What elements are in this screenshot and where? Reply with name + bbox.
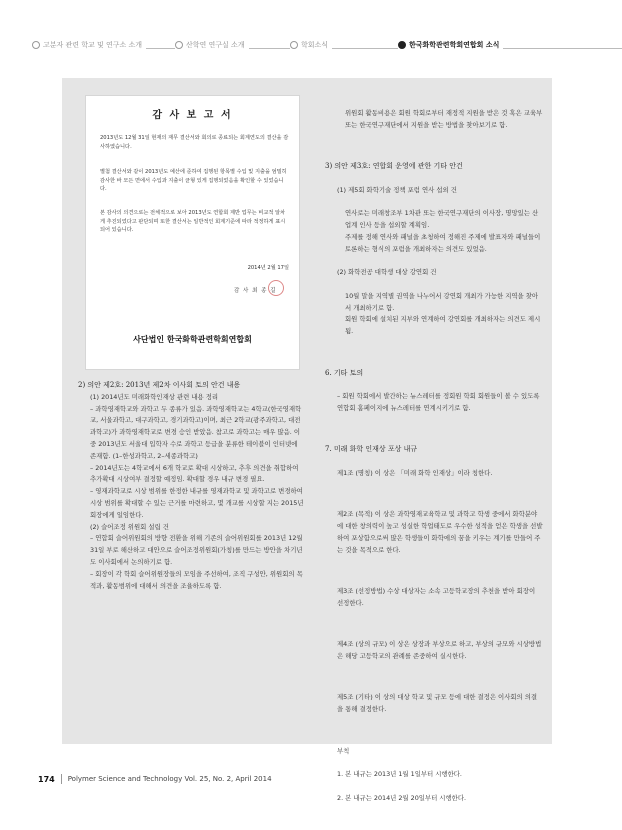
audit-report-title: 감 사 보 고 서 bbox=[152, 110, 233, 121]
auditor-signature: 감 사 최 종 길 bbox=[234, 288, 277, 294]
federation-name: 사단법인 한국화학관련학회연합회 bbox=[133, 335, 252, 344]
seal-stamp-icon bbox=[268, 280, 284, 296]
footer-divider bbox=[61, 774, 62, 784]
agenda-subheading: (2) 슬어조정 위원회 설립 건 bbox=[90, 522, 169, 531]
rule-article: 제1조 (명칭) 이 상은 「미래 화학 인재상」이라 칭한다. bbox=[337, 468, 493, 477]
appendix-item: 1. 본 내규는 2013년 1월 1일부터 시행한다. bbox=[337, 770, 462, 779]
section-nav bbox=[0, 40, 622, 58]
nav-item-label: 고분자 관련 학교 및 연구소 소개 bbox=[43, 41, 143, 49]
rule-article: 제5조 (기타) 이 상의 대상 학교 및 규모 등에 대한 결정은 이사회의 의결을 통해 결정한다. bbox=[337, 693, 538, 714]
rule-article: 제3조 (선정방법) 수상 대상자는 소속 고등학교장의 추천을 받아 회장이 선정한다. bbox=[337, 587, 536, 607]
audit-report-card bbox=[85, 95, 300, 370]
agenda-heading: 3) 의안 제3호: 연합회 운영에 관한 기타 안건 bbox=[325, 161, 463, 170]
nav-item-labs[interactable] bbox=[175, 40, 249, 50]
agenda-bullet: – 2014년도는 4학교에서 6개 학교로 확대 시상하고, 추후 의견을 취합하여 추가확대 시상여부 결정할 예정임. 확대할 경우 내규 변경 필요. bbox=[90, 463, 299, 484]
agenda-bullet: – 과학영재학교와 과학고 두 종류가 있음. 과학영재학교는 4학교(한국영재학교, 서울과학고, 대구과학고, 경기과학고)이며, 최근 2학교(광주과학고, 대전과학고)가 과학영재학교로 변경 승인 받았음. 참고로 과학고는 매우 많음. 이중 2013년도 서울대 입학자 수로 과학고 등급을 분류한 테이블이 인터넷에 존재함. (1–한성과학고, 2–세종과학고) bbox=[90, 404, 302, 460]
nav-item-label: 산학연 연구실 소개 bbox=[186, 41, 245, 49]
section-heading: 7. 미래 화학 인재상 포상 내규 bbox=[325, 445, 418, 454]
rule-article: 제4조 (상의 규모) 이 상은 상장과 부상으로 하고, 부상의 규모와 시상방법은 해당 고등학교의 관례를 존중하여 실시한다. bbox=[337, 640, 542, 661]
section-heading: 6. 기타 토의 bbox=[325, 368, 364, 377]
appendix-item: 2. 본 내규는 2014년 2월 20일부터 시행한다. bbox=[337, 793, 467, 802]
agenda-bullet: – 영재과학교로 시상 범위를 한정한 내규를 영재과학교 및 과학고로 변경하여 시상 범위를 확대할 수 있는 근거를 마련하고, 몇 개교를 시상할 지는 2015년 회장에게 일임한다. bbox=[90, 487, 304, 519]
nav-item-federation-news[interactable] bbox=[398, 40, 503, 50]
rule-article: 제2조 (목적) 이 상은 과학영재교육학교 및 과학고 학생 중에서 화학분야에 대한 창의력이 높고 성실한 학업태도로 우수한 성적을 얻은 학생을 선발하여 포상함으로써 많은 학생들이 화학에의 꿈을 키우는 계기를 만들어 주는 것을 목적으로 한다. bbox=[337, 510, 543, 554]
nav-bullet-icon bbox=[290, 41, 298, 49]
right-column bbox=[325, 96, 543, 816]
nav-bullet-icon bbox=[175, 41, 183, 49]
audit-report-paragraph: 별첨 결산서와 같이 2013년도 예산에 준하여 집행된 항목별 수입 및 지출을 엄밀히 감사한 바 모든 면에서 수입과 지출이 균형 있게 집행되었음을 확인할 수 있었습니다. bbox=[100, 169, 287, 192]
agenda-bullet: – 회장이 각 학회 슬어위원장들의 모임을 주선하여, 조직 구성안, 위원회의 목적과, 활동범위에 대해서 의견을 조율하도록 함. bbox=[90, 569, 303, 590]
nav-item-label: 학회소식 bbox=[301, 41, 329, 49]
agenda-subheading: (2) 화학전공 대학생 대상 강연회 건 bbox=[337, 268, 437, 277]
agenda-continuation: 위원회 활동비용은 회원 학회로부터 재정적 지원을 받은 것 혹은 교육부 또는 한국연구재단에서 지원을 받는 방법을 찾아보기로 함. bbox=[345, 108, 543, 129]
nav-bullet-icon bbox=[32, 41, 40, 49]
audit-report-paragraph: 2013년도 12월 31일 현재의 재무 결산서와 회의로 종료되는 회계연도의 결산을 감사하였습니다. bbox=[100, 135, 289, 150]
audit-report-paragraph: 본 감사의 의견으로는 전체적으로 보아 2013년도 연합회 제반 업무는 비교적 알차게 추진되었다고 판단되며 또한 결산서는 일반적인 회계기준에 따라 적정하게 표시되어 있습니다. bbox=[100, 210, 286, 233]
appendix-heading: 부칙 bbox=[337, 746, 350, 755]
agenda-bullet: – 연합회 슬어위원회의 방향 전환을 위해 기존의 슬어위원회를 2013년 12월 31일 부로 해산하고 대안으로 슬어조정위원회(가칭)를 만드는 방안을 차기년도 이사회에서 논의하기로 함. bbox=[90, 534, 303, 566]
nav-item-label: 한국화학관련학회연합회 소식 bbox=[409, 41, 500, 49]
nav-item-schools[interactable] bbox=[32, 40, 146, 50]
agenda-body: 연사로는 미래창조부 1차관 또는 한국연구재단의 이사장, 명망있는 산업계 인사 등을 섭외할 계획임. 주제를 정해 연사와 패널을 초청하여 정해진 주제에 발표자와 패널들이 토론하는 형식의 포럼을 개최하자는 의견도 있었음. bbox=[345, 209, 541, 253]
nav-bullet-icon bbox=[398, 41, 406, 49]
journal-citation: Polymer Science and Technology Vol. 25, No. 2, April 2014 bbox=[67, 775, 272, 783]
agenda-heading: 2) 의안 제2호: 2013년 제2차 이사회 토의 안건 내용 bbox=[78, 381, 241, 389]
agenda-body: 10월 말을 지역별 권역을 나누어서 강연회 개최가 가능한 지역을 찾아서 개최하기로 함. 회원 학회에 설치된 지부와 연계하여 강연회를 개최하자는 의견도 제시 됨. bbox=[345, 291, 541, 336]
agenda-subheading: (1) 제5회 화학기술 정책 포럼 연사 섭외 건 bbox=[337, 185, 457, 194]
nav-item-society-news[interactable] bbox=[290, 40, 332, 50]
page-footer bbox=[38, 774, 272, 784]
page-number: 174 bbox=[38, 774, 55, 784]
agenda-subheading: (1) 2014년도 미래화학인재상 관련 내용 정리 bbox=[90, 392, 219, 401]
left-column bbox=[78, 380, 304, 592]
agenda-bullet: – 회원 학회에서 발간하는 뉴스레터를 정회원 학회 회원들이 볼 수 있도록 연합회 홈페이지에 뉴스레터를 연계시키기로 함. bbox=[337, 392, 540, 412]
audit-report-date: 2014년 2월 17일 bbox=[247, 265, 289, 271]
